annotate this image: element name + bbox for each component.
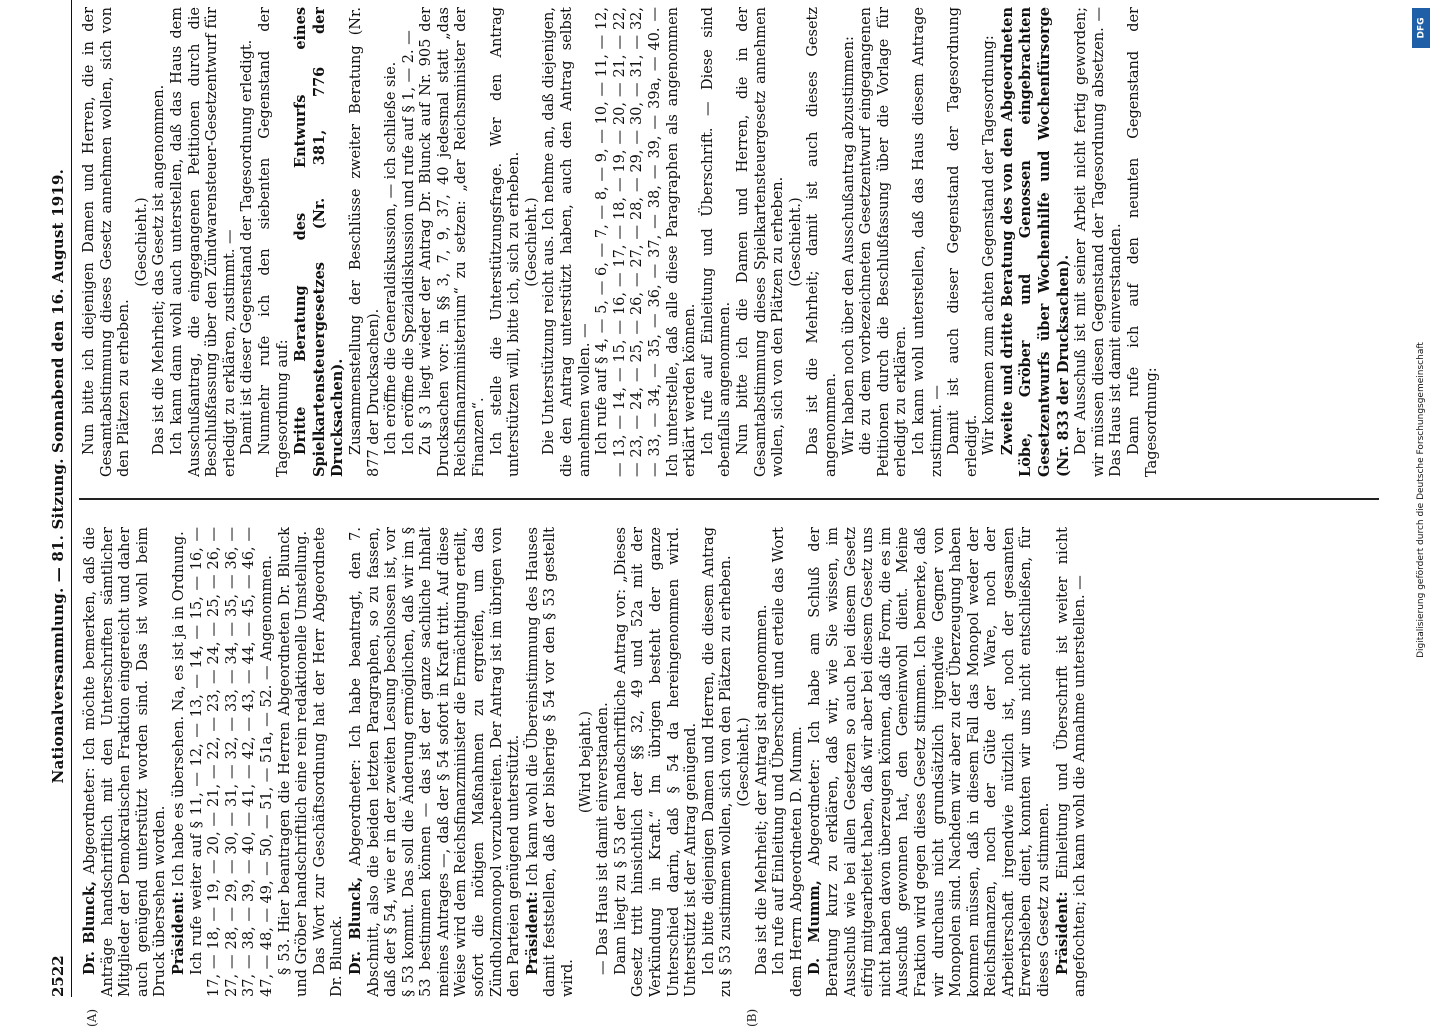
paragraph-text: Ich kann wohl die Übereinstimmung des Hauses damit feststellen, daß der bisherige § 54 vor den § 53 gestellt wird. <box>524 527 577 997</box>
paragraph-text: Ich rufe auf Einleitung und Überschrift und erteile das Wort dem Herrn Abgeordneten D. Mumm. <box>771 527 805 997</box>
paragraph <box>524 527 578 997</box>
paragraph-text: Zweite und dritte Beratung des von den Abgeordneten Löbe, Gröber und Genossen eingebrachten Gesetzentwurfs über Wochenhilfe und Wochenfürsorge (Nr. 833 der Drucksachen). <box>998 7 1072 477</box>
paragraph <box>595 527 613 997</box>
paragraph <box>312 527 347 997</box>
paragraph-text: Das ist die Mehrheit; der Antrag ist angenommen. <box>753 604 770 975</box>
paragraph-text: Abgeordneter: Ich habe am Schluß der Beratung kurz zu erklären, daß wir, wie Sie wissen, im Ausschuß wie bei allen Gesetzen so auch bei diesem Gesetz eifrig mitgearbeitet haben, daß wir aber bei diesem Gesetz uns nicht haben davon überzeugen können, daß die Form, die es im Ausschuß gewonnen hat, den Gemeinwohl dient. Meine Fraktion wird gegen dieses Gesetz stimmen. Ich bemerke, daß wir durchaus nicht grundsätzlich irgendwie Gegner von Monopolen sind. Nachdem wir aber zu der Überzeugung haben kommen müssen, daß in diesem Fall das Monopol weder der Reichsfinanzen, noch der Güte der Ware, noch der Arbeiterschaft irgendwie nützlich ist, noch der gesamten Erwerbsleben dient, konnten wir uns nicht entschließen, für dieses Gesetz zu stimmen. <box>807 527 1053 997</box>
paragraph-text: Ich rufe weiter auf § 11, — 12, — 13, — 14, — 15, — 16, — 17, — 18, — 19, — 20, — 21, — 22, — 23, — 24, — 25, — 26, — 27, — 28, — 29, — 30, — 31, — 32, — 33, — 34, — 35, — 36, — 37, — 38, — 39, — 40, — 41, — 42, — 43, — 44, — 45, — 46, — 47, — 48, — 49, — 50, — 51, — 51a, — 52. — Angenommen. <box>188 527 275 997</box>
paragraph <box>257 7 292 477</box>
speaker-name: Dr. Blunck, <box>346 876 364 975</box>
paragraph-text: (Geschieht.) <box>735 717 752 807</box>
paragraph-text: Ich kann wohl unterstellen, daß das Haus diesem Antrage zustimmt. — <box>910 7 945 477</box>
paragraph-text: Damit ist dieser Gegenstand der Tagesordnung erledigt. <box>239 39 256 455</box>
paragraph <box>170 527 189 997</box>
page-header <box>45 0 72 997</box>
paragraph-text: Nunmehr rufe ich den siebenten Gegenstand der Tagesordnung auf: <box>256 7 291 477</box>
paragraph-text: § 53. Hier beantragen die Herren Abgeordneten Dr. Blunck und Gröber handschriftlich eine rein redaktionelle Umstellung. <box>276 527 311 997</box>
paragraph-text: Zu § 3 liegt wieder der Antrag Dr. Blunck auf Nr. 905 der Drucksachen vor: in §§ 3, 7, 9, 37, 40 jedesmal statt „das Reichsfinanzministerium“ zu setzen: „der Reichsminister der Finanzen“. <box>418 7 488 477</box>
paragraph-text: Damit ist auch dieser Gegenstand der Tagesordnung erledigt. <box>946 7 980 477</box>
paragraph-text: — Das Haus ist damit einverstanden. <box>595 702 612 975</box>
paragraph <box>239 7 257 477</box>
speaker-name: Präsident: <box>1053 891 1071 975</box>
paragraph-text: Wir haben noch über den Ausschußantrag abzustimmen: <box>840 36 857 455</box>
column-divider <box>79 499 1379 501</box>
paragraph <box>771 527 806 997</box>
paragraph <box>489 7 524 477</box>
paragraph-text: Dritte Beratung des Entwurfs eines Spielkartensteuergesetzes (Nr. 381, 776 der Drucksachen). <box>292 7 347 477</box>
paragraph <box>348 7 383 477</box>
paragraph <box>754 527 772 997</box>
paragraph-text: (Geschieht.) <box>133 197 150 287</box>
paragraph <box>134 7 152 477</box>
paragraph-text: Wir kommen zum achten Gegenstand der Tagesordnung: <box>981 35 998 455</box>
paragraph <box>858 7 911 477</box>
paragraph-text: (Geschieht.) <box>523 197 540 287</box>
paragraph-text: (Geschieht.) <box>787 197 804 287</box>
paragraph-text: Der Ausschuß ist mit seiner Arbeit nicht fertig geworden; wir müssen diesen Gegenstand der Tagesordnung absetzen. — Das Haus ist damit einverstanden. <box>1073 7 1125 477</box>
paragraph-text: Nun bitte ich die Damen und Herren, die in der Gesamtabstimmung dieses Spielkartensteuergesetz annehmen wollen, sich von den Plätzen zu erheben. <box>734 7 787 477</box>
paragraph <box>594 7 700 477</box>
paragraph <box>383 7 401 477</box>
paragraph <box>613 527 701 997</box>
paragraph-text: Abgeordneter: Ich habe beantragt, den 7. Abschnitt, also die beiden letzten Paragraphen, so zu fassen, daß der § 54, wie er in der zweiten Lesung beschlossen ist, vor § 53 kommt. Das soll die Änderung ermöglichen, daß wir im § 53 bestimmen können — das ist der ganze sachliche Inhalt meines Antrages —, daß der § 54 sofort in Kraft tritt. Auf diese Weise wird dem Reichsfinanzminister die Ermächtigung erteilt, sofort die nötigen Maßnahmen zu ergreifen, um das Zündholzmonopol vorzubereiten. Der Antrag ist im übrigen von den Parteien genügend unterstützt. <box>347 527 523 997</box>
speaker-name: D. Mumm, <box>806 880 824 975</box>
document-page <box>45 0 1390 1027</box>
margin-marker-a: (A) <box>85 1008 99 1027</box>
paragraph-text: Ich habe es übersehen. Na, es ist ja in Ordnung. <box>170 531 187 892</box>
paragraph-text: (Wird bejaht.) <box>577 710 594 814</box>
paragraph-text: Dann rufe ich auf den neunten Gegenstand der Tagesordnung: <box>1126 7 1160 477</box>
paragraph <box>169 7 239 477</box>
speaker-name: Präsident: <box>169 891 187 975</box>
paragraph <box>347 527 524 997</box>
paragraph <box>999 7 1073 477</box>
paragraph-text: Einleitung und Überschrift ist weiter nicht angefochten; ich kann wohl die Annahme unterstellen. — <box>1054 527 1089 997</box>
paragraph <box>1073 7 1126 477</box>
right-column <box>81 7 1371 477</box>
paragraph <box>841 7 859 477</box>
paragraph <box>946 7 981 477</box>
margin-marker-b: (B) <box>745 1008 759 1027</box>
paragraph <box>1054 527 1090 997</box>
paragraph-text: Das ist die Mehrheit; das Gesetz ist angenommen. <box>151 84 168 455</box>
dfg-logo: DFG <box>1412 8 1430 48</box>
paragraph <box>292 7 348 477</box>
page-title: Nationalversammlung. — 81. Sitzung. Sonnabend den 16. August 1919. <box>49 168 67 784</box>
paragraph-text: Dann liegt zu § 53 der handschriftliche Antrag vor: „Dieses Gesetz tritt hinsichtlich der §§ 32, 49 und 52a mit der Verkündung in Kraft.“ Im übrigen besteht der ganze Unterschied darin, daß § 54 da hereingenommen wird. Unterstützt ist der Antrag genügend. <box>612 527 700 997</box>
paragraph-text: Abgeordneter: Ich möchte bemerken, daß die Anträge handschriftlich mit den Unterschriften sämtlicher Mitglieder der Demokratischen Fraktion eingereicht und daher auch genügend unterstützt worden sind. Das ist wohl beim Druck übersehen worden. <box>82 527 169 997</box>
paragraph <box>805 7 840 477</box>
paragraph-text: Das ist die Mehrheit; damit ist auch dieses Gesetz angenommen. <box>805 7 839 477</box>
paragraph <box>981 7 999 477</box>
digitization-note: Digitalisierung gefördert durch die Deutsche Forschungsgemeinschaft <box>1416 342 1426 658</box>
paragraph <box>736 527 754 997</box>
paragraph-text: Ich eröffne die Generaldiskussion, — ich schließe sie. <box>383 61 400 455</box>
left-column <box>81 527 1371 997</box>
paragraph <box>189 527 277 997</box>
paragraph <box>735 7 788 477</box>
paragraph-text: Zusammenstellung der Beschlüsse zweiter Beratung (Nr. 877 der Drucksachen). <box>347 7 382 477</box>
paragraph <box>1126 7 1161 477</box>
paragraph-text: Ich rufe auf § 4, — 5, — 6, — 7, — 8, — 9, — 10, — 11, — 12, — 13, — 14, — 15, — 16, — 17, — 18, — 19, — 20, — 21, — 22, — 23, — 24, — 25, — 26, — 27, — 28, — 29, — 30, — 31, — 32, — 33, — 34, — 35, — 36, — 37, — 38, — 39, — 39a, — 40. — Ich unterstelle, daß alle diese Paragraphen als angenommen erklärt werden können. <box>594 7 699 477</box>
paragraph <box>151 7 169 477</box>
paragraph-text: Ich eröffne die Spezialdiskussion und rufe auf § 1, — 2. — <box>400 30 417 455</box>
speaker-name: Dr. Blunck, <box>81 880 98 975</box>
paragraph-text: Ich rufe auf Einleitung und Überschrift. — Diese sind ebenfalls angenommen. <box>699 7 734 477</box>
paragraph <box>701 527 736 997</box>
paragraph <box>806 527 1053 997</box>
paragraph <box>418 7 488 477</box>
paragraph-text: Ich bitte diejenigen Damen und Herren, die diesem Antrag zu § 53 zustimmen wollen, sich von den Plätzen zu erheben. <box>700 527 735 997</box>
paragraph <box>541 7 594 477</box>
paragraph <box>277 527 312 997</box>
paragraph <box>788 7 806 477</box>
paragraph <box>81 527 170 997</box>
paragraph <box>578 527 596 997</box>
paragraph-text: Das Wort zur Geschäftsordnung hat der Herr Abgeordnete Dr. Blunck. <box>311 527 346 997</box>
paragraph <box>81 7 134 477</box>
paragraph <box>401 7 419 477</box>
paragraph-text: die zu dem vorbezeichneten Gesetzentwurf eingegangenen Petitionen durch die Beschlußfassung über die Vorlage für erledigt zu erklären. <box>858 7 910 477</box>
paragraph-text: Ich kann dann wohl auch unterstellen, daß das Haus dem Ausschußantrag, die eingegangenen Petitionen durch die Beschlußfassung über den Zündwarensteuer-Gesetzentwurf für erledigt zu erklären, zustimmt. — <box>168 7 238 477</box>
speaker-name: Präsident: <box>523 891 541 975</box>
page-number: 2522 <box>49 955 67 997</box>
paragraph <box>524 7 542 477</box>
paragraph-text: Nun bitte ich diejenigen Damen und Herren, die in der Gesamtabstimmung dieses Gesetz annehmen wollen, sich von den Plätzen zu erheben. <box>81 7 133 477</box>
paragraph-text: Ich stelle die Unterstützungsfrage. Wer den Antrag unterstützen will, bitte ich, sich zu erheben. <box>488 7 523 477</box>
paragraph <box>911 7 946 477</box>
paragraph <box>700 7 735 477</box>
paragraph-text: Die Unterstützung reicht aus. Ich nehme an, daß diejenigen, die den Antrag unterstützt haben, auch den Antrag selbst annehmen wollen. — <box>541 7 593 477</box>
